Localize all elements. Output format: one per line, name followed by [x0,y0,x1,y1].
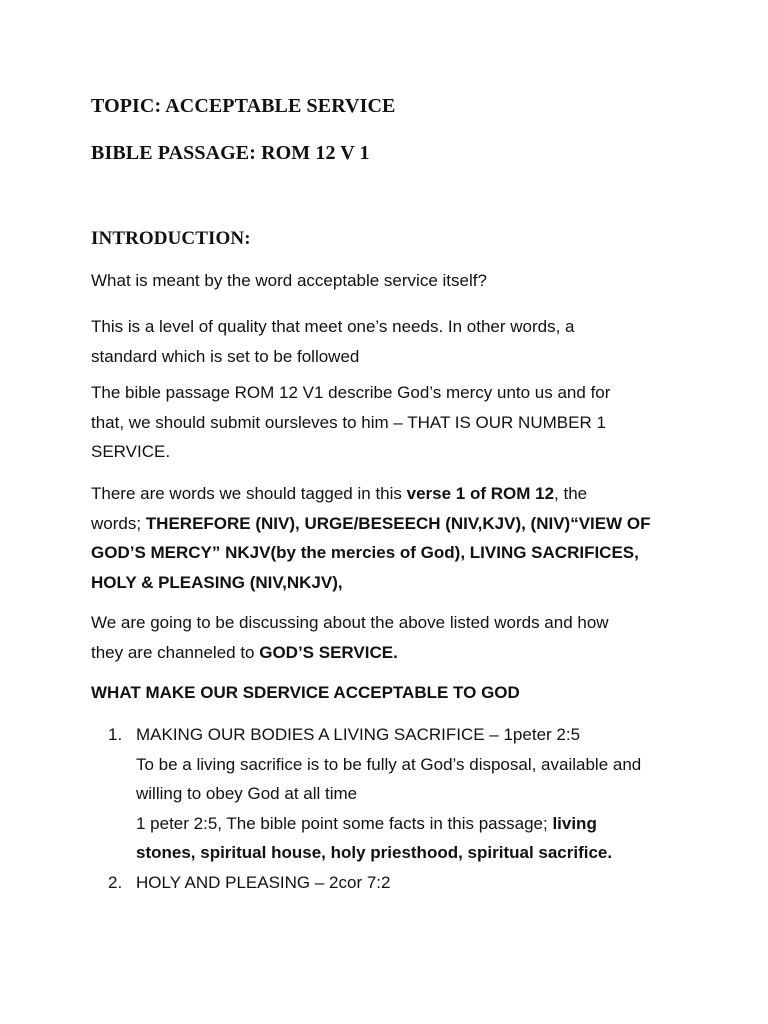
topic-heading: TOPIC: ACCEPTABLE SERVICE [91,95,396,117]
list-item-line: willing to obey God at all time [136,784,358,803]
list-item-line: To be a living sacrifice is to be fully at God’s disposal, available and [136,754,642,774]
text-run: they are channeled to [91,642,260,662]
list-item-line [136,809,698,839]
paragraph-line: SERVICE. [91,442,171,461]
list-item [108,868,698,898]
list-number: 1. [108,725,123,744]
list-item [108,720,698,868]
text-run: , the [554,484,588,503]
text-run: words; [91,513,146,533]
paragraph-line: What is meant by the word acceptable service itself? [91,271,487,290]
paragraph-line [91,638,691,668]
bold-text-run: THEREFORE (NIV), URGE/BESEECH (NIV,KJV), (NIV)“VIEW OF [145,513,651,533]
paragraph-line: The bible passage ROM 12 V1 describe God’s mercy unto us and for [91,383,611,402]
introduction-heading: INTRODUCTION: [91,228,251,249]
list-number: 2. [108,872,123,892]
paragraph-line: This is a level of quality that meet one’s needs. In other words, a [91,317,575,336]
paragraph-definition [91,312,691,371]
paragraph-line: GOD’S MERCY” NKJV(by the mercies of God), LIVING SACRIFICES, [91,543,639,562]
bold-text-run: GOD’S SERVICE. [259,642,398,662]
paragraph-line: that, we should submit oursleves to him – THAT IS OUR NUMBER 1 [91,412,606,432]
bible-passage-heading: BIBLE PASSAGE: ROM 12 V 1 [91,142,370,164]
list-item-line: stones, spiritual house, holy priesthood, spiritual sacrifice. [136,843,613,862]
list-item-title: HOLY AND PLEASING – 2cor 7:2 [136,872,391,892]
paragraph-passage-description [91,378,691,467]
paragraph-discussion [91,608,691,667]
text-run: 1 peter 2:5, The bible point some facts in this passage; [136,813,553,833]
paragraph-tagged-words [91,479,691,597]
list-item-title: MAKING OUR BODIES A LIVING SACRIFICE – 1peter 2:5 [136,725,581,744]
bold-text-run: verse 1 of ROM 12 [406,484,555,503]
paragraph-question [91,266,691,296]
paragraph-line: HOLY & PLEASING (NIV,NKJV), [91,572,343,592]
paragraph-line [91,509,691,539]
paragraph-line: We are going to be discussing about the above listed words and how [91,613,609,632]
section-heading: WHAT MAKE OUR SDERVICE ACCEPTABLE TO GOD [91,683,520,702]
paragraph-line: standard which is set to be followed [91,346,360,366]
bold-text-run: living [552,813,597,833]
acceptable-service-list [108,720,698,897]
text-run: There are words we should tagged in this [91,484,407,503]
paragraph-line [91,479,691,509]
